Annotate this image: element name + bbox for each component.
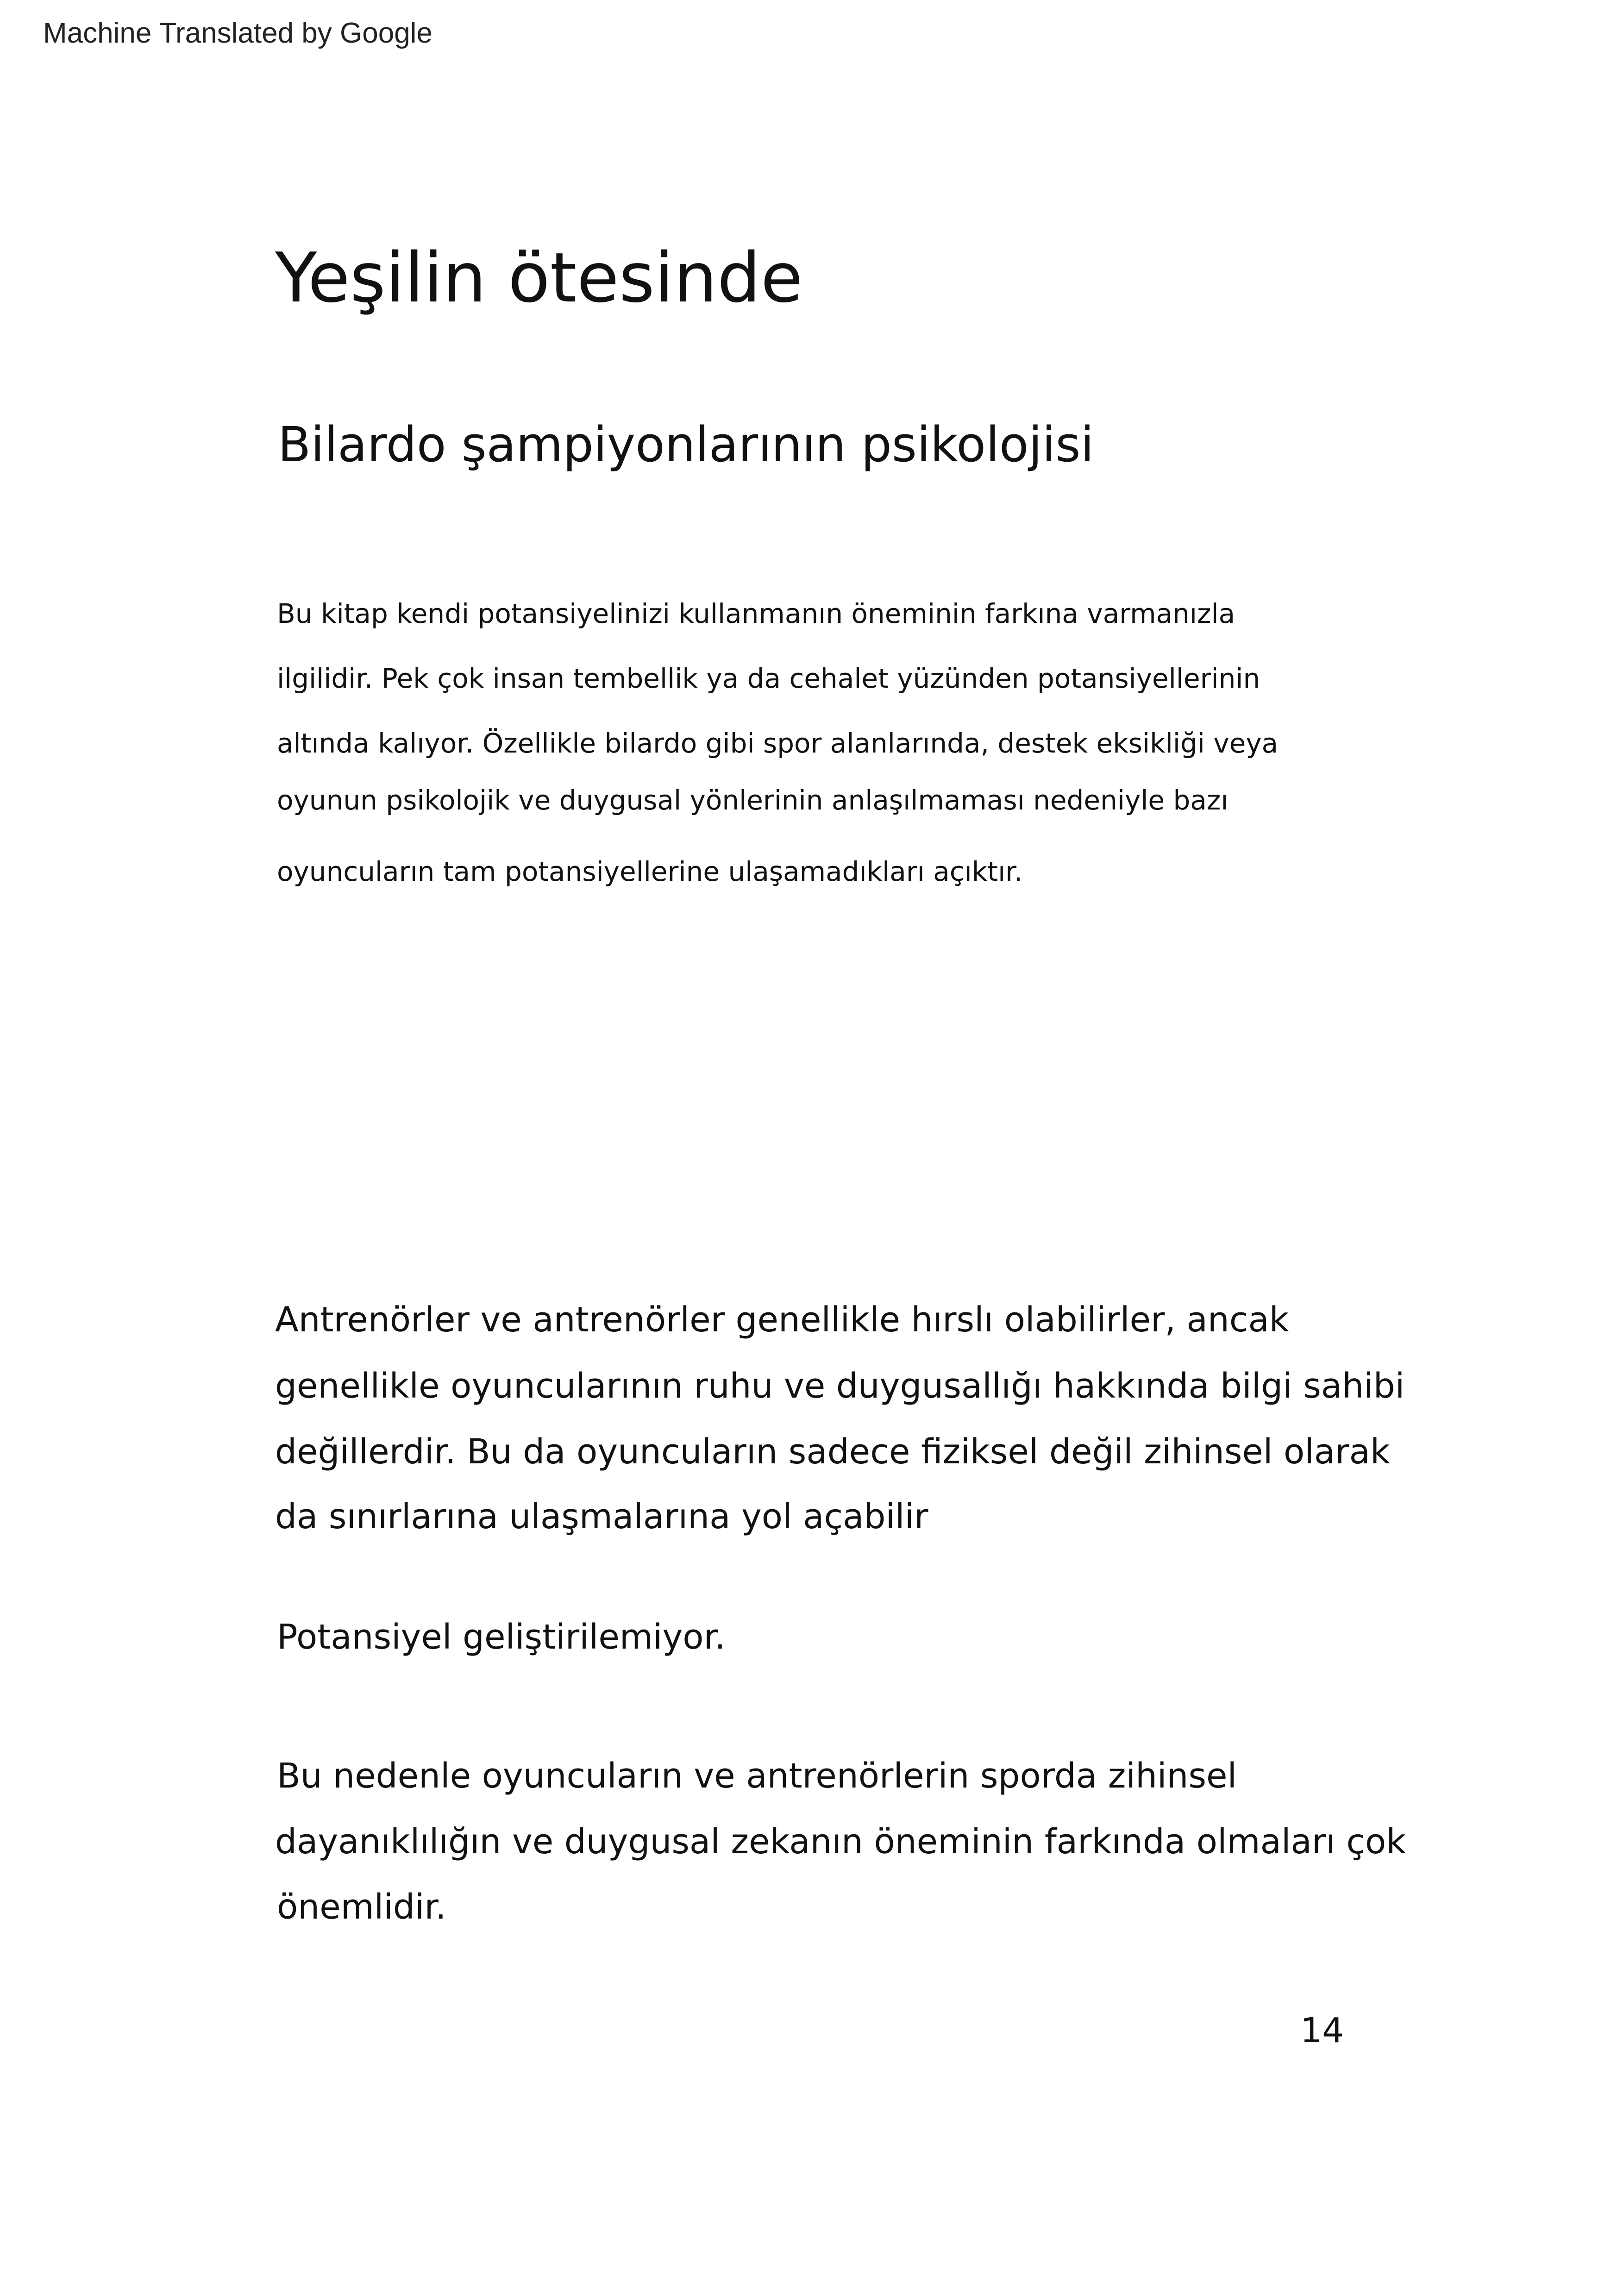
text-line: da sınırlarına ulaşmalarına yol açabilir xyxy=(275,1497,928,1537)
text-line: ilgilidir. Pek çok insan tembellik ya da cehalet yüzünden potansiyellerinin xyxy=(277,663,1260,694)
text-line: önemlidir. xyxy=(277,1887,446,1927)
text-line: dayanıklılığın ve duygusal zekanın öneminin farkında olmaları çok xyxy=(275,1822,1406,1862)
text-line: oyunun psikolojik ve duygusal yönlerinin anlaşılmaması nedeniyle bazı xyxy=(277,784,1228,816)
text-line: oyuncuların tam potansiyellerine ulaşamadıkları açıktır. xyxy=(277,856,1023,887)
page-title: Yeşilin ötesinde xyxy=(275,238,803,318)
text-line: değillerdir. Bu da oyuncuların sadece fiziksel değil zihinsel olarak xyxy=(275,1432,1390,1472)
text-line: genellikle oyuncularının ruhu ve duygusallığı hakkında bilgi sahibi xyxy=(275,1366,1405,1406)
text-line: Antrenörler ve antrenörler genellikle hırslı olabilirler, ancak xyxy=(275,1300,1289,1340)
text-line: Bu nedenle oyuncuların ve antrenörlerin sporda zihinsel xyxy=(277,1756,1237,1796)
machine-translation-notice: Machine Translated by Google xyxy=(43,17,432,49)
text-line: altında kalıyor. Özellikle bilardo gibi spor alanlarında, destek eksikliği veya xyxy=(277,728,1279,759)
page-subtitle: Bilardo şampiyonlarının psikolojisi xyxy=(278,416,1094,473)
page-number: 14 xyxy=(1300,2011,1344,2051)
text-line: Potansiyel geliştirilemiyor. xyxy=(277,1617,726,1657)
text-line: Bu kitap kendi potansiyelinizi kullanmanın öneminin farkına varmanızla xyxy=(277,598,1235,629)
